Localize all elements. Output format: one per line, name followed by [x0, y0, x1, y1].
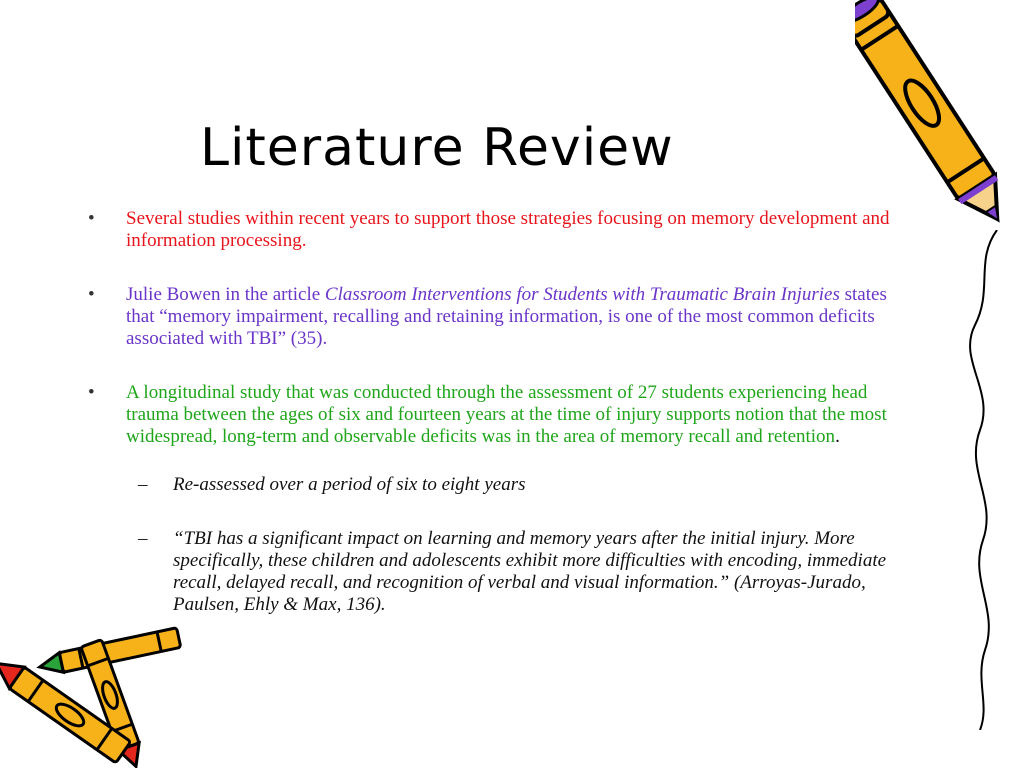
article-title: Classroom Interventions for Students with Traumatic Brain Injuries	[324, 284, 840, 305]
bullet-text: Several studies within recent years to support those strategies focusing on memory development and information processing.	[126, 208, 890, 251]
bullet-marker: •	[88, 208, 95, 229]
bullet-text-prefix: Julie Bowen in the article	[126, 284, 325, 305]
sub-bullet-item-2	[88, 528, 908, 616]
squiggle-line-icon	[935, 230, 1015, 730]
sub-bullet-text: “TBI has a significant impact on learning and memory years after the initial injury. More specifically, these children and adolescents exhibit more difficulties with encoding, immediate recall, delayed recall, and recognition of verbal and visual information.” (Arroyas-Jurado, Paulsen, Ehly & Max, 136).	[173, 528, 887, 615]
bullet-item-1	[88, 208, 908, 252]
bullet-item-3	[88, 382, 908, 448]
bullet-item-2	[88, 284, 908, 350]
slide-body	[88, 208, 908, 648]
sub-bullet-text: Re-assessed over a period of six to eight years	[173, 474, 526, 495]
slide-title: Literature Review	[200, 118, 674, 178]
bullet-marker: •	[88, 382, 95, 403]
bullet-marker: •	[88, 284, 95, 305]
bullet-trailing-period: .	[835, 426, 840, 447]
bullet-text-suffix: states that “memory impairment, recalling and retaining information, is one of the most common deficits associated with TBI” (35).	[126, 284, 887, 349]
sub-bullet-item-1	[88, 474, 908, 496]
bullet-text: A longitudinal study that was conducted through the assessment of 27 students experiencing head trauma between the ages of six and fourteen years at the time of injury supports notion that the most widespread, long-term and observable deficits was in the area of memory recall and retention	[126, 382, 887, 447]
sub-bullet-marker: –	[138, 474, 148, 495]
sub-bullet-marker: –	[138, 528, 148, 549]
